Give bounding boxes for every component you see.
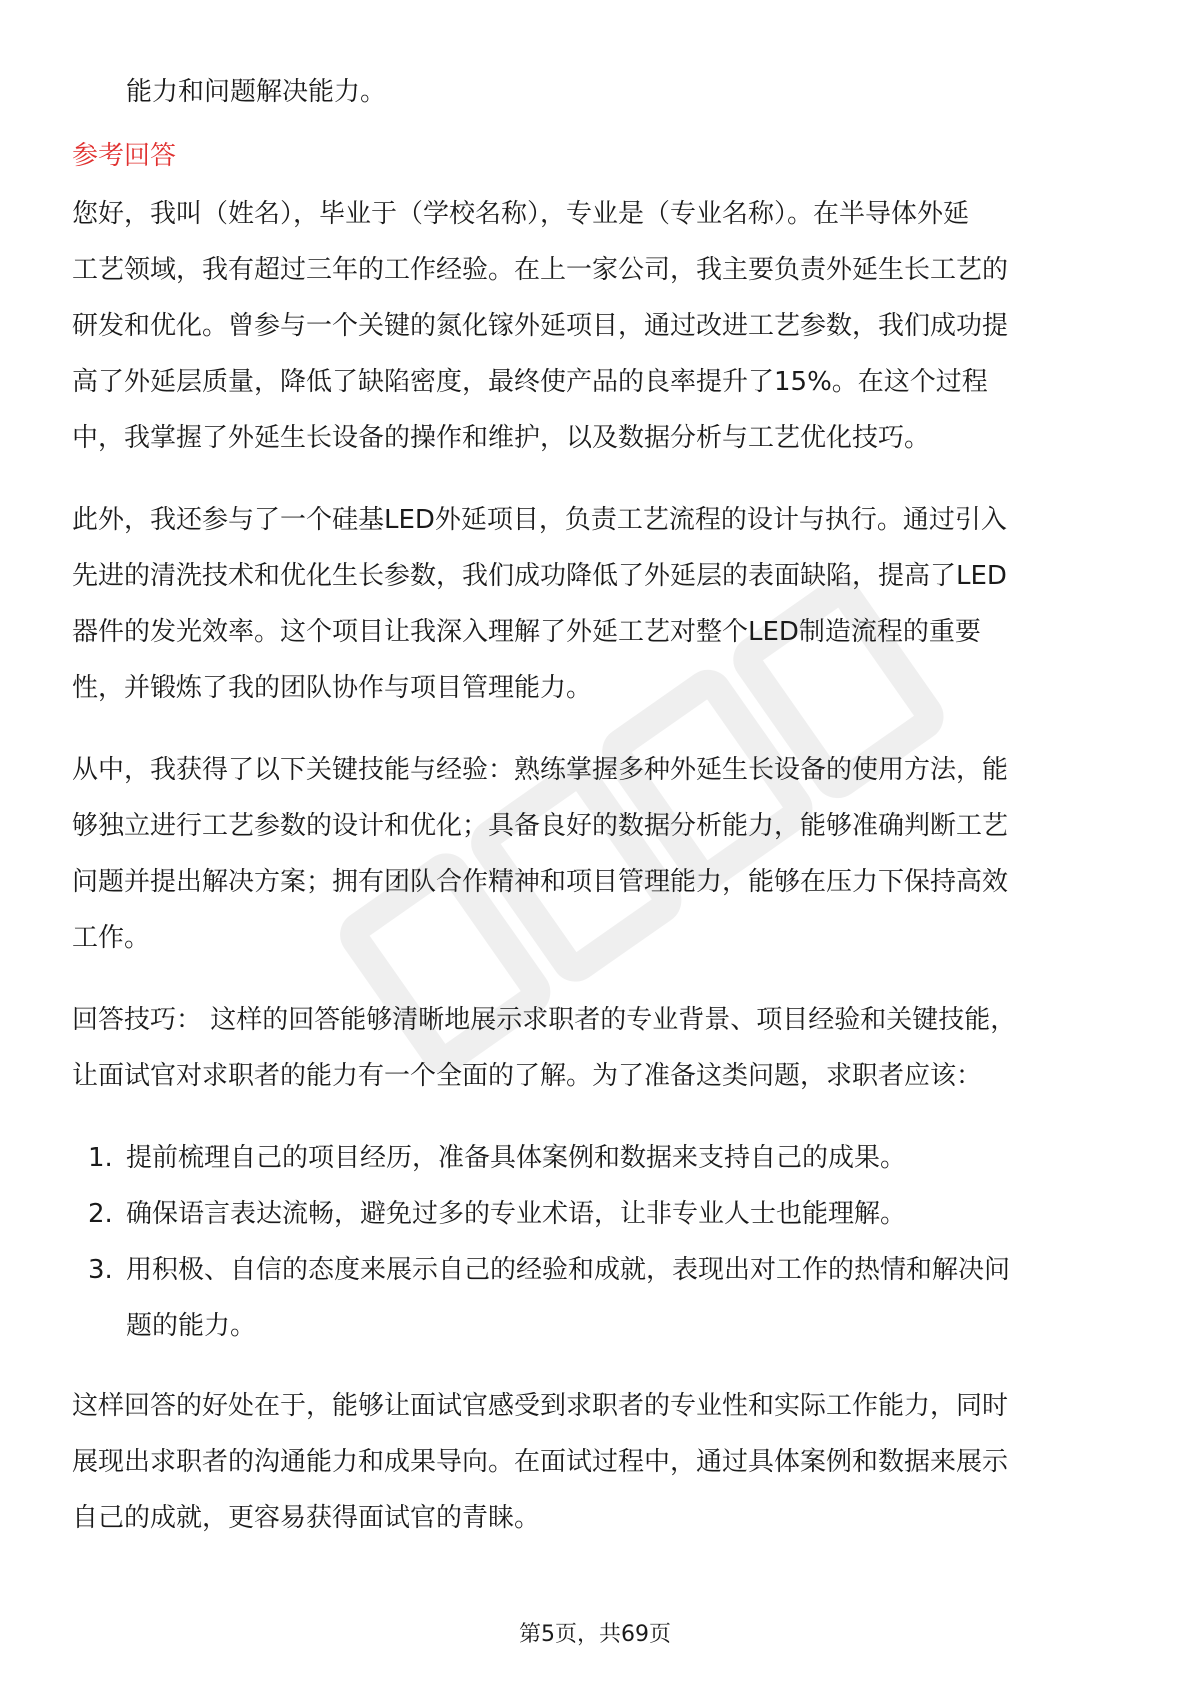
paragraph-tips	[72, 992, 1122, 1104]
paragraph-line: 性，并锻炼了我的团队协作与项目管理能力。	[72, 673, 593, 703]
paragraph-line: 器件的发光效率。这个项目让我深入理解了外延工艺对整个LED制造流程的重要	[72, 617, 981, 647]
list-item	[72, 1130, 1122, 1186]
paragraph-line: 够独立进行工艺参数的设计和优化；具备良好的数据分析能力，能够准确判断工艺	[72, 811, 1009, 841]
intro-tail-text: 能力和问题解决能力。	[126, 77, 387, 107]
list-number: 1.	[88, 1143, 113, 1173]
list-item-text: 题的能力。	[126, 1311, 257, 1341]
paragraph-line: 您好，我叫（姓名），毕业于（学校名称），专业是（专业名称）。在半导体外延	[72, 199, 970, 229]
list-number: 2.	[88, 1199, 113, 1229]
list-number: 3.	[88, 1255, 113, 1285]
tips-list	[72, 1130, 1122, 1354]
list-item	[72, 1186, 1122, 1242]
paragraph-line: 先进的清洗技术和优化生长参数，我们成功降低了外延层的表面缺陷，提高了LED	[72, 561, 1007, 591]
paragraph-line: 工作。	[72, 923, 151, 953]
list-item-text: 提前梳理自己的项目经历，准备具体案例和数据来支持自己的成果。	[126, 1143, 907, 1173]
paragraph-line: 工艺领域，我有超过三年的工作经验。在上一家公司，我主要负责外延生长工艺的	[72, 255, 1009, 285]
section-heading: 参考回答	[72, 141, 177, 171]
paragraph-closing	[72, 1378, 1122, 1546]
paragraph-line: 研发和优化。曾参与一个关键的氮化镓外延项目，通过改进工艺参数，我们成功提	[72, 311, 1009, 341]
paragraph-2	[72, 492, 1122, 716]
paragraph-1	[72, 186, 1122, 466]
page-number-footer: 第5页，共69页	[519, 1622, 671, 1647]
paragraph-line: 让面试官对求职者的能力有一个全面的了解。为了准备这类问题，求职者应该：	[72, 1061, 983, 1091]
paragraph-line: 回答技巧： 这样的回答能够清晰地展示求职者的专业背景、项目经验和关键技能，	[72, 1005, 1017, 1035]
paragraph-3	[72, 742, 1122, 966]
list-item-text: 用积极、自信的态度来展示自己的经验和成就，表现出对工作的热情和解决问	[126, 1255, 1011, 1285]
paragraph-line: 展现出求职者的沟通能力和成果导向。在面试过程中，通过具体案例和数据来展示	[72, 1447, 1009, 1477]
list-item-text: 确保语言表达流畅，避免过多的专业术语，让非专业人士也能理解。	[126, 1199, 907, 1229]
paragraph-line: 中，我掌握了外延生长设备的操作和维护，以及数据分析与工艺优化技巧。	[72, 423, 931, 453]
paragraph-line: 高了外延层质量，降低了缺陷密度，最终使产品的良率提升了15%。在这个过程	[72, 367, 988, 397]
paragraph-line: 自己的成就，更容易获得面试官的青睐。	[72, 1503, 541, 1533]
paragraph-line: 问题并提出解决方案；拥有团队合作精神和项目管理能力，能够在压力下保持高效	[72, 867, 1009, 897]
list-item	[72, 1242, 1122, 1354]
paragraph-line: 这样回答的好处在于，能够让面试官感受到求职者的专业性和实际工作能力，同时	[72, 1391, 1009, 1421]
paragraph-line: 从中，我获得了以下关键技能与经验：熟练掌握多种外延生长设备的使用方法，能	[72, 755, 1009, 785]
document-body	[72, 64, 1122, 1572]
paragraph-line: 此外，我还参与了一个硅基LED外延项目，负责工艺流程的设计与执行。通过引入	[72, 505, 1007, 535]
